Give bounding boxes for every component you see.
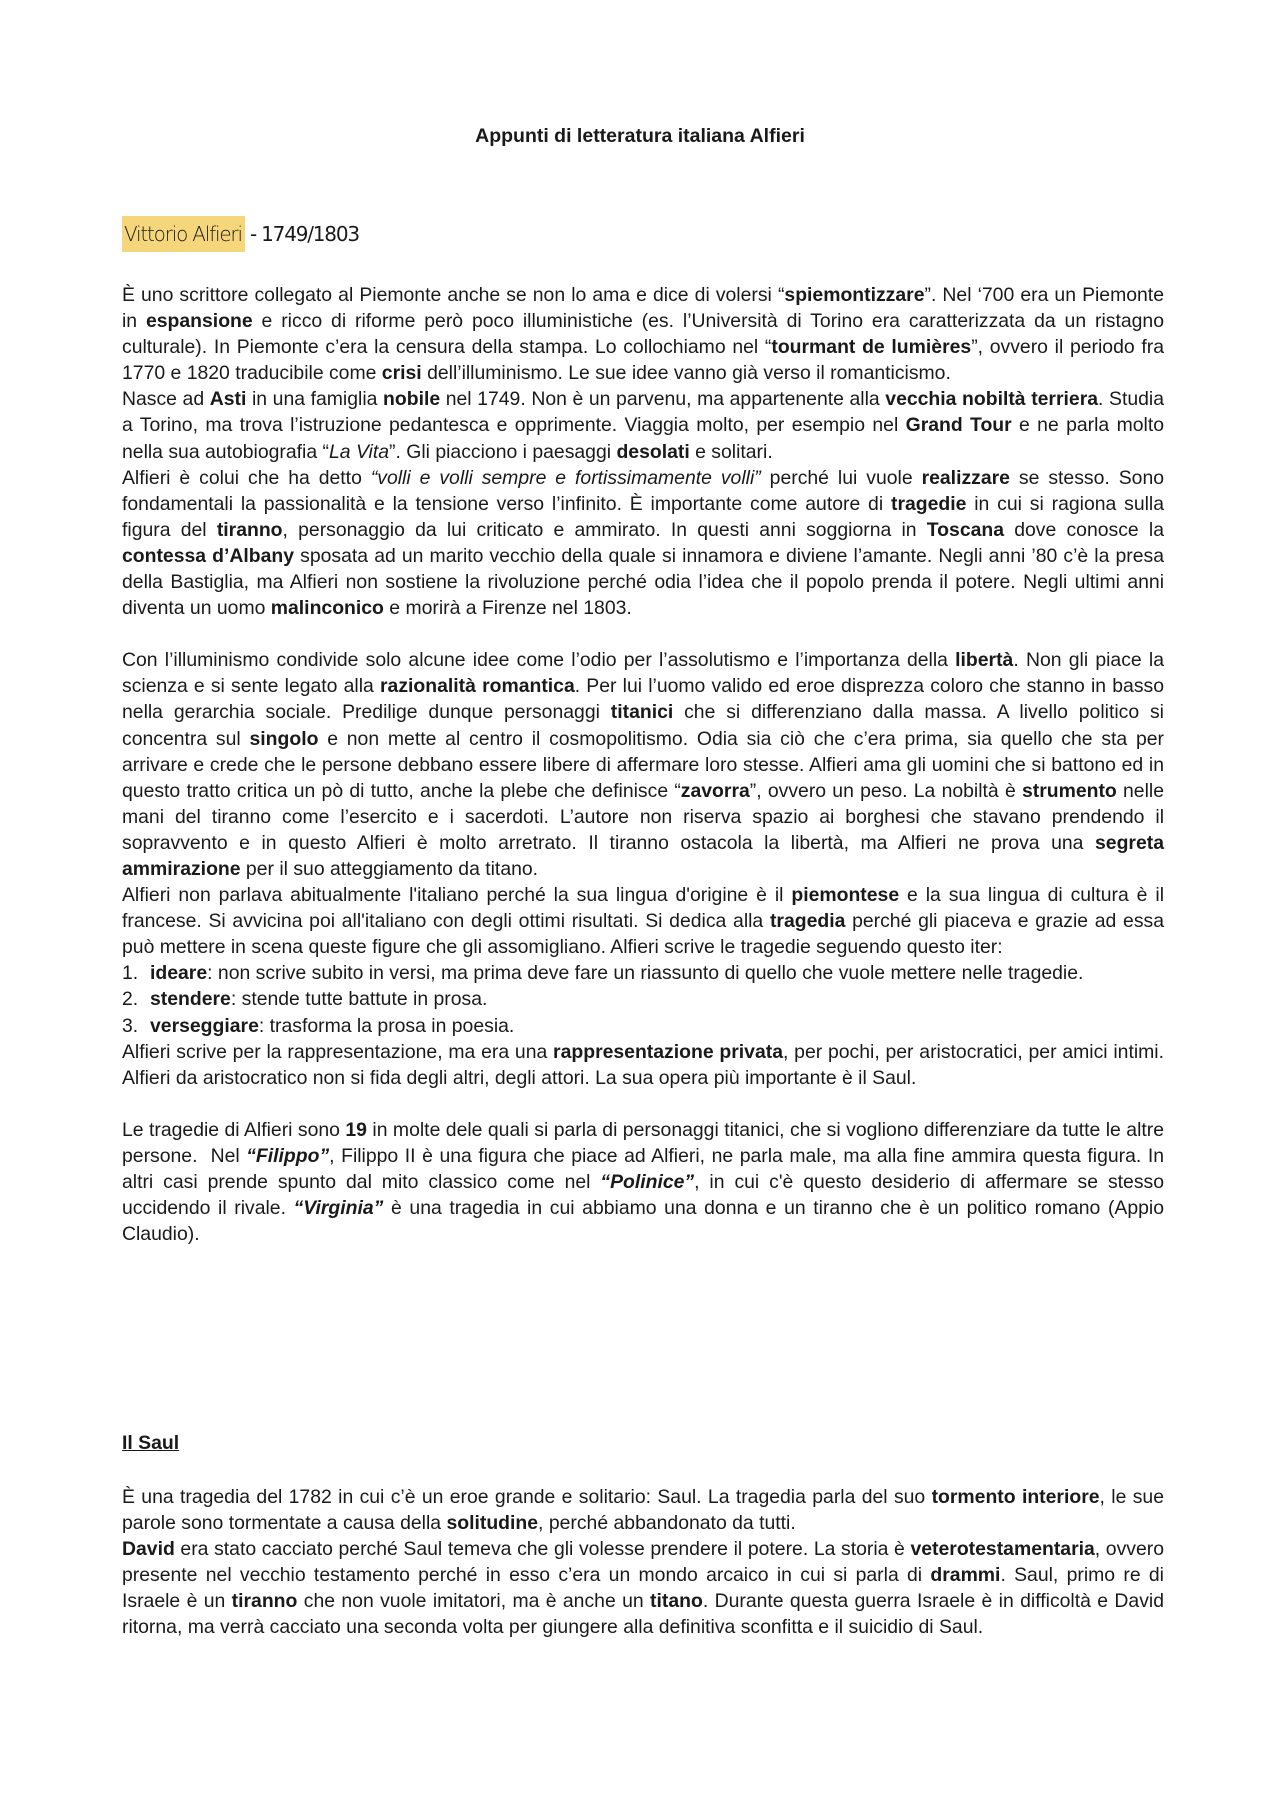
section-heading-alfieri xyxy=(122,222,359,258)
body-text-block xyxy=(122,282,1164,1247)
paragraph: Con l’illuminismo condivide solo alcune idee come l’odio per l’assolutismo e l’importanza della libertà. Non gli piace la scienza e si sente legato alla razionalità romantica. Per lui l’uomo valido ed eroe disprezza coloro che stanno in basso nella gerarchia sociale. Predilige dunque personaggi titanici che si differenziano dalla massa. A livello politico si concentra sul singolo e non mette al centro il cosmopolitismo. Odia sia ciò che c’era prima, sia quello che sta per arrivare e crede che le persone debbano essere libere di affermare loro stesse. Alfieri ama gli uomini che si battono ed in questo tratto critica un pò di tutto, anche la plebe che definisce “zavorra”, ovvero un peso. La nobiltà è strumento nelle mani del tiranno come l’esercito e i sacerdoti. L’autore non riserva spazio ai borghesi che stavano prendendo il sopravvento e in questo Alfieri è molto arretrato. Il tiranno ostacola la libertà, ma Alfieri ne prova una segreta ammirazione per il suo atteggiamento da titano. xyxy=(122,649,1164,880)
list-item: 1. ideare: non scrive subito in versi, ma prima deve fare un riassunto di quello che vuole mettere nelle tragedie. xyxy=(122,962,1084,985)
paragraph: Nasce ad Asti in una famiglia nobile nel 1749. Non è un parvenu, ma appartenente alla vecchia nobiltà terriera. Studia a Torino, ma trova l’istruzione pedantesca e opprimente. Viaggia molto, per esempio nel Grand Tour e ne parla molto nella sua autobiografia “La Vita”. Gli piacciono i paesaggi desolati e solitari. xyxy=(122,388,1164,463)
paragraph: È una tragedia del 1782 in cui c’è un eroe grande e solitario: Saul. La tragedia parla del suo tormento interiore, le sue parole sono tormentate a causa della solitudine, perché abbandonato da tutti. xyxy=(122,1486,1164,1535)
paragraph: È uno scrittore collegato al Piemonte anche se non lo ama e dice di volersi “spiemontizzare”. Nel ‘700 era un Piemonte in espansione e ricco di riforme però poco illuministiche (es. l’Università di Torino era caratterizzata da un ristagno culturale). In Piemonte c’era la censura della stampa. Lo collochiamo nel “tourmant de lumières”, ovvero il periodo fra 1770 e 1820 traducibile come crisi dell’illuminismo. Le sue idee vanno già verso il romanticismo. xyxy=(122,284,1164,385)
paragraph: Le tragedie di Alfieri sono 19 in molte dele quali si parla di personaggi titanici, che si vogliono differenziare da tutte le altre persone. Nel “Filippo”, Filippo II è una figura che piace ad Alfieri, ne parla male, ma alla fine ammira questa figura. In altri casi prende spunto dal mito classico come nel “Polinice”, in cui c'è questo desiderio di affermare se stesso uccidendo il rivale. “Virginia” è una tragedia in cui abbiamo una donna e un tiranno che è un politico romano (Appio Claudio). xyxy=(122,1118,1165,1246)
body-text-block xyxy=(122,1484,1164,1641)
life-dates: - 1749/1803 xyxy=(244,222,359,246)
paragraph: Alfieri è colui che ha detto “volli e volli sempre e fortissimamente volli” perché lui vuole realizzare se stesso. Sono fondamentali la passionalità e la tensione verso l’infinito. È importante come autore di tragedie in cui si ragiona sulla figura del tiranno, personaggio da lui criticato e ammirato. In questi anni soggiorna in Toscana dove conosce la contessa d’Albany sposata ad un marito vecchio della quale si innamora e diviene l’amante. Negli anni ’80 c’è la presa della Bastiglia, ma Alfieri non sostiene la rivoluzione perché odia l’idea che il popolo prenda il potere. Negli ultimi anni diventa un uomo malinconico e morirà a Firenze nel 1803. xyxy=(122,466,1165,620)
paragraph: Alfieri scrive per la rappresentazione, ma era una rappresentazione privata, per pochi, per aristocratici, per amici intimi. Alfieri da aristocratico non si fida degli altri, degli attori. La sua opera più importante è il Saul. xyxy=(122,1040,1164,1089)
paragraph: David era stato cacciato perché Saul temeva che gli volesse prendere il potere. La storia è veterotestamentaria, ovvero presente nel vecchio testamento perché in esso c’era un mondo arcaico in cui si parla di drammi. Saul, primo re di Israele è un tiranno che non vuole imitatori, ma è anche un titano. Durante questa guerra Israele è in difficoltà e David ritorna, ma verrà cacciato una seconda volta per giungere alla definitiva sconfitta e il suicidio di Saul. xyxy=(122,1538,1164,1639)
paragraph: Alfieri non parlava abitualmente l'italiano perché la sua lingua d'origine è il piemontese e la sua lingua di cultura è il francese. Si avvicina poi all'italiano con degli ottimi risultati. Si dedica alla tragedia perché gli piaceva e grazie ad essa può mettere in scena queste figure che gli assomigliano. Alfieri scrive le tragedie seguendo questo iter: xyxy=(122,884,1164,959)
list-item: 3. verseggiare: trasforma la prosa in poesia. xyxy=(122,1014,515,1037)
list-item: 2. stendere: stende tutte battute in prosa. xyxy=(122,988,488,1011)
document-title: Appunti di letteratura italiana Alfieri xyxy=(475,125,805,147)
numbered-list xyxy=(122,960,1164,1038)
highlighted-name: Vittorio Alfieri xyxy=(122,216,245,252)
section-heading-saul: Il Saul xyxy=(122,1432,180,1454)
